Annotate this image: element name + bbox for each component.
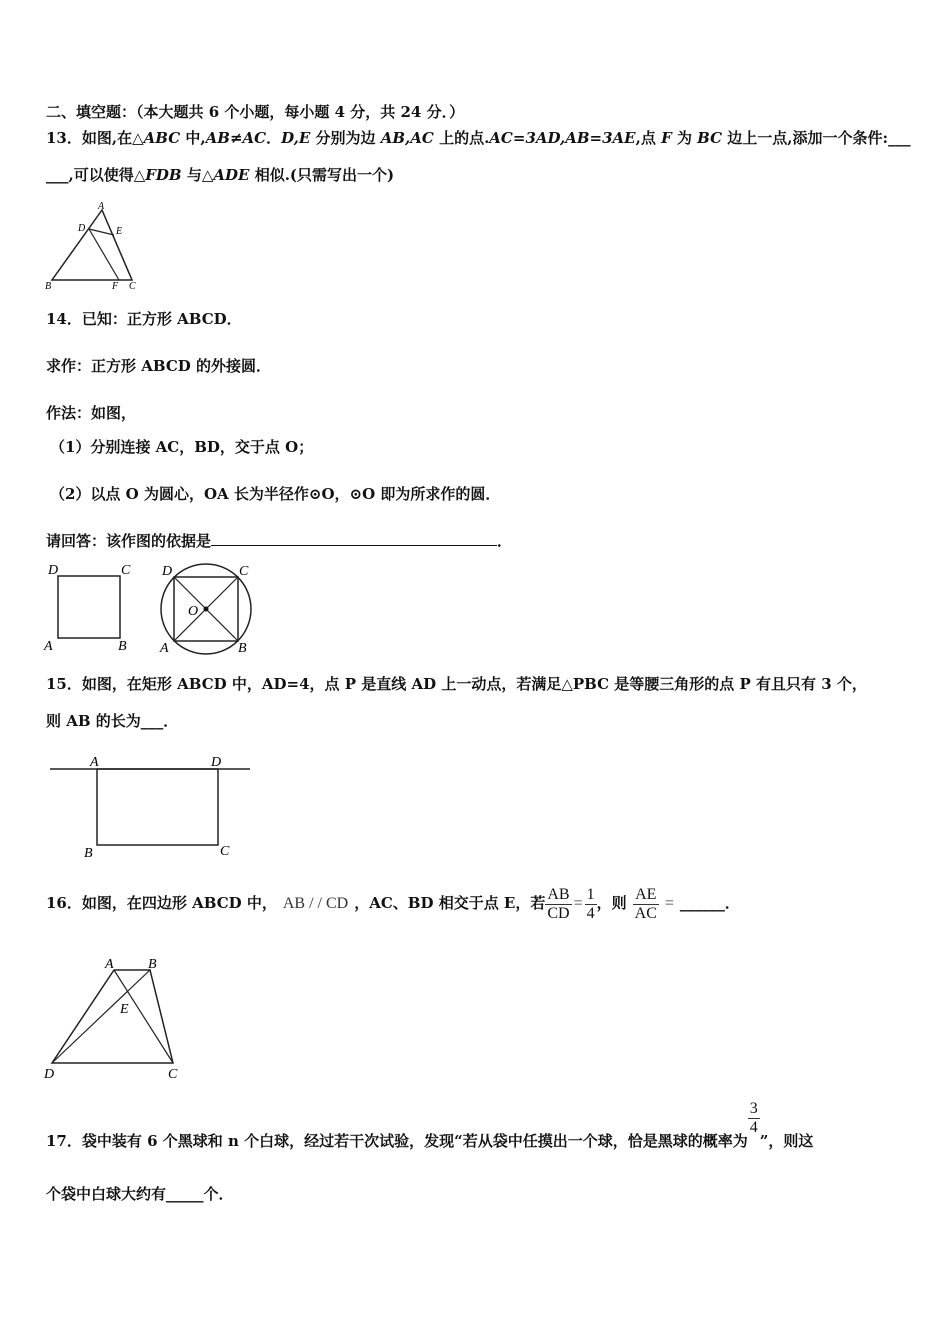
q13-side-bc: BC (697, 129, 723, 147)
q13-label-d: D (78, 223, 86, 234)
q16-parallel: AB / / CD (282, 895, 349, 912)
q16-line (46, 880, 740, 927)
q14-fig2-label-c: C (239, 564, 249, 579)
q14-step1: （1）分别连接 AC，BD，交于点 O； (50, 438, 314, 456)
q14-question-end: ． (497, 532, 513, 550)
q14-fig2-label-d: D (162, 564, 173, 579)
q16-frac1-den: CD (547, 904, 570, 922)
q14-center-point (204, 607, 209, 612)
q16-label-e: E (120, 1002, 129, 1017)
q13-segment-df (89, 229, 119, 280)
q13-label-c: C (129, 281, 136, 292)
q13-condition: AB≠AC (205, 129, 267, 147)
q13-text: 中, (180, 129, 206, 147)
q15-rectangle (97, 769, 218, 845)
q16-text: ，AC、BD 相交于点 E，若 (354, 894, 546, 912)
q16-quadrilateral (52, 970, 173, 1063)
q17-fraction-three-quarters (748, 1100, 760, 1137)
q16-diagonal-bd (52, 970, 150, 1063)
q17-frac-num: 3 (749, 1100, 758, 1117)
q16-label-b: B (148, 957, 157, 972)
q13-triangle-ade: ADE (213, 166, 250, 184)
q14-figure-circle (155, 558, 260, 664)
q17-line1 (46, 1100, 813, 1164)
q16-equals: = (664, 895, 674, 912)
q13-label-a: A (98, 201, 105, 212)
q14-fig1-label-a: A (44, 639, 53, 654)
q14-fig2-label-b: B (238, 641, 247, 656)
q16-frac2-den: 4 (586, 904, 595, 922)
q16-fraction-ab-cd (545, 886, 571, 923)
q13-text: 边上一点,添加一个条件: (722, 129, 889, 147)
q16-answer-blank: ______ (679, 894, 725, 912)
q13-text: 相似.(只需写出一个) (249, 166, 395, 184)
q13-label-b: B (45, 281, 52, 292)
q14-fig1-label-c: C (121, 563, 131, 578)
q16-frac1-num: AB (547, 885, 570, 903)
q15-line1: 15．如图，在矩形 ABCD 中，AD=4，点 P 是直线 AD 上一动点，若满足△PBC 是等腰三角形的点 P 有且只有 3 个， (46, 675, 867, 693)
q16-frac3-num: AE (633, 886, 659, 905)
section-title: 二、填空题：（本大题共 6 个小题，每小题 4 分，共 24 分．） (46, 103, 465, 121)
q16-label-a: A (105, 957, 114, 972)
q13-point-f: F (661, 129, 672, 147)
q14-question (46, 531, 512, 551)
q13-label-e: E (116, 226, 123, 237)
q13-text: ． (266, 129, 282, 147)
q13-text: ___,可以使得△ (46, 166, 146, 184)
q14-fig1-label-b: B (118, 639, 127, 654)
q16-fraction-ae-ac (633, 886, 659, 923)
q13-triangle (52, 210, 132, 280)
q16-frac3-den: AC (634, 904, 657, 922)
q13-text: 分别为边 (310, 129, 381, 147)
q13-ratio: AC=3AD,AB=3AE (489, 129, 636, 147)
q13-text: ,点 (635, 129, 662, 147)
q16-equals: = (573, 895, 583, 912)
q16-text: ，则 (596, 894, 627, 912)
q17-frac-den: 4 (749, 1119, 758, 1136)
q16-label-c: C (168, 1067, 178, 1082)
q15-figure (45, 750, 255, 864)
q13-line2 (46, 165, 394, 185)
q16-fraction-one-quarter (585, 886, 597, 923)
q16-text: ． (724, 894, 740, 912)
q13-line1 (46, 128, 911, 148)
q14-answer-blank (211, 531, 497, 546)
q17-text: 17．袋中装有 6 个黑球和 n 个白球，经过若干次试验，发现“若从袋中任摸出一个球，恰是黑球的概率为 (46, 1132, 748, 1150)
q13-text: 为 (671, 129, 698, 147)
q14-fig2-label-o: O (188, 604, 199, 619)
q15-label-c: C (220, 844, 230, 859)
q14-method-title: 作法：如图， (46, 404, 137, 422)
q14-fig1-label-d: D (48, 563, 59, 578)
q16-frac2-num: 1 (586, 885, 595, 903)
q15-label-d: D (211, 755, 222, 770)
q14-question-text: 请回答：该作图的依据是 (46, 532, 212, 550)
q17-text: ”，则这 (759, 1132, 814, 1150)
q14-fig2-label-a: A (160, 641, 169, 656)
q15-line2: 则 AB 的长为___． (46, 712, 179, 730)
q13-triangle-abc: ABC (143, 129, 181, 147)
q14-step2: （2）以点 O 为圆心，OA 长为半径作⊙O，⊙O 即为所求作的圆． (50, 485, 501, 503)
q13-points-de: D,E (281, 129, 311, 147)
q14-given: 14．已知：正方形 ABCD． (46, 310, 242, 328)
q13-answer-blank: ___ (888, 129, 911, 147)
q15-label-a: A (90, 755, 99, 770)
q13-text: 上的点. (433, 129, 490, 147)
q13-triangle-fdb: FDB (145, 166, 182, 184)
q16-text: 16．如图，在四边形 ABCD 中， (46, 894, 277, 912)
q17-line2: 个袋中白球大约有_____个． (46, 1185, 234, 1203)
q13-sides: AB,AC (380, 129, 434, 147)
q13-text: 13．如图,在△ (46, 129, 144, 147)
q16-figure (40, 955, 195, 1089)
q13-label-f: F (112, 281, 119, 292)
q14-figure-square (40, 558, 140, 662)
q13-figure (40, 200, 150, 299)
q14-square (58, 576, 120, 638)
q14-task: 求作：正方形 ABCD 的外接圆． (46, 357, 271, 375)
q13-text: 与△ (181, 166, 214, 184)
q16-label-d: D (44, 1067, 55, 1082)
q15-label-b: B (84, 846, 93, 860)
